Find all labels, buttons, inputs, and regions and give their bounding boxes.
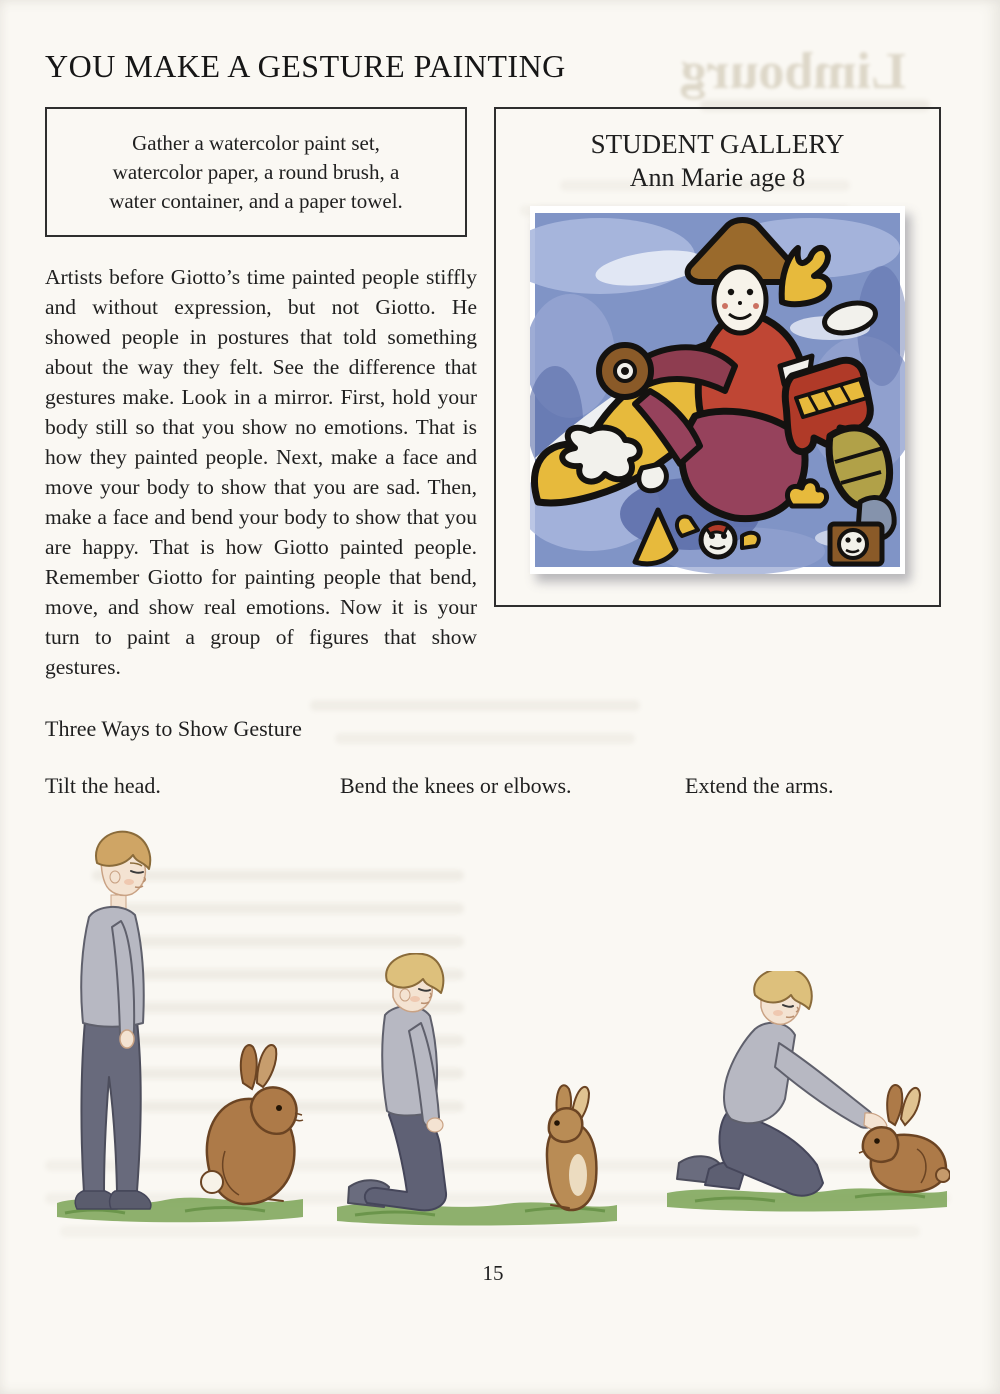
student-gallery-box bbox=[494, 107, 941, 607]
rabbit-figure bbox=[859, 1085, 950, 1192]
student-painting bbox=[530, 206, 905, 574]
page-number: 15 bbox=[482, 1261, 504, 1285]
materials-line: water container, and a paper towel. bbox=[109, 188, 403, 213]
boy-figure bbox=[348, 953, 446, 1210]
illustration-bend-knees bbox=[335, 953, 620, 1228]
illustration-extend-arms bbox=[665, 971, 950, 1221]
gesture-heading: Three Ways to Show Gesture bbox=[45, 716, 302, 741]
materials-line: watercolor paper, a round brush, a bbox=[112, 159, 400, 184]
gesture-captions bbox=[45, 773, 941, 803]
page-title: YOU MAKE A GESTURE PAINTING bbox=[45, 48, 566, 84]
rabbit-figure bbox=[547, 1085, 596, 1210]
caption-tilt-head: Tilt the head. bbox=[45, 773, 161, 798]
illustration-tilt-head bbox=[55, 825, 310, 1225]
gallery-heading: STUDENT GALLERY bbox=[590, 129, 845, 159]
materials-line: Gather a watercolor paint set, bbox=[132, 130, 380, 155]
gallery-artist-caption: Ann Marie age 8 bbox=[629, 163, 806, 192]
boy-figure bbox=[75, 832, 151, 1209]
boy-figure bbox=[677, 971, 887, 1196]
caption-extend-arms: Extend the arms. bbox=[685, 773, 834, 798]
bleedthrough-title: Limbourg bbox=[680, 43, 906, 100]
caption-bend-knees: Bend the knees or elbows. bbox=[340, 773, 572, 798]
body-paragraph: Artists before Giotto’s time painted people stiffly and without expression, but not Giotto. He showed people in postures that told something about the way they felt. See the difference that gestures make. Look in a mirror. First, hold your body still so that you show no emotions. That is how they painted people. Next, make a face and move your body to show that you are sad. Then, make a face and bend your body to show that you are happy. That is how Giotto painted people. Remember Giotto for painting people that bend, move, and show real emotions. Now it is your turn to paint a group of figures that show gestures. bbox=[45, 265, 477, 679]
rabbit-figure bbox=[201, 1045, 303, 1204]
materials-box bbox=[45, 107, 467, 237]
illustration-row bbox=[45, 803, 941, 1235]
